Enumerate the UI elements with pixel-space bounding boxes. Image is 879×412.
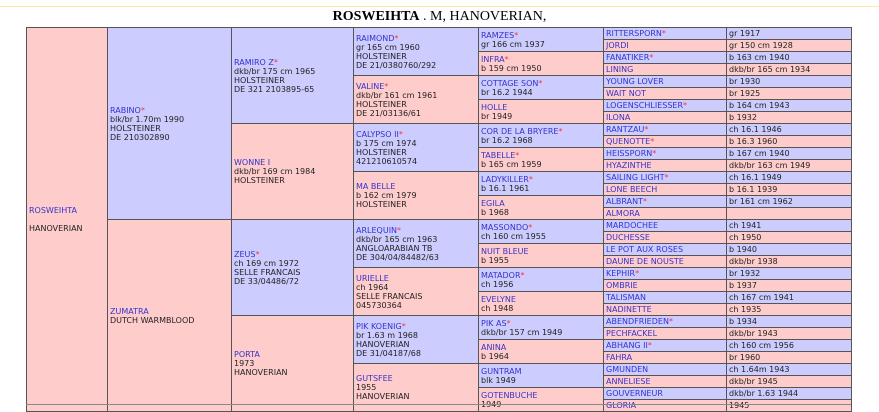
ancestor-cell [479,100,604,124]
ancestor-cell [604,388,727,400]
ancestor-info-line: HANOVERIAN [356,392,410,401]
star-icon: * [520,270,525,280]
ancestor-info-cell [727,76,852,88]
ancestor-info: ch 1.64m 1943 [729,365,790,374]
ancestor-cell [479,76,604,100]
ancestor-info: blk 1949 [481,375,516,385]
star-icon: * [401,321,406,331]
ancestor-name-link[interactable]: FAHRA [606,353,633,362]
ancestor-info-line: HOLSTEINER [356,51,407,61]
star-icon: * [528,174,533,184]
ancestor-info: br 1925 [729,89,761,98]
ancestor-name-link[interactable]: RAMZES [481,30,515,40]
ancestor-info: ch 16.1 1946 [729,125,782,134]
ancestor-info-line: DE 33/04486/72 [234,276,299,286]
ancestor-cell [479,364,604,388]
ancestor-info-cell [727,100,852,112]
ancestor-info-line: HANOVERIAN [234,368,288,377]
ancestor-info: dkb/br 165 cm 1934 [729,65,811,74]
ancestor-info: ch 1935 [729,305,762,314]
ancestor-info-line: gr 165 cm 1960 [356,42,420,52]
ancestor-info: b 1955 [481,255,509,265]
ancestor-cell [232,28,354,124]
ancestor-cell [604,280,727,292]
ancestor-info-line: DE 21/0380760/292 [356,60,437,70]
ancestor-info: br 1960 [729,353,761,362]
star-icon: * [661,29,666,38]
ancestor-name-link[interactable]: CALYPSO II [356,129,399,139]
ancestor-name-link[interactable]: URIELLE [356,273,389,283]
ancestor-name-link[interactable]: SAILING LIGHT [606,173,665,182]
ancestor-name-link[interactable]: NUIT BLEUE [481,246,529,256]
ancestor-name-link[interactable]: FANATIKER [606,53,650,62]
ancestor-info-line: b 162 cm 1979 [356,191,417,200]
star-icon: * [273,57,278,67]
star-icon: * [644,125,649,134]
ancestor-cell [232,220,354,316]
ancestor-info: b 1934 [729,317,757,326]
ancestor-cell [604,352,727,364]
ancestor-name-link[interactable]: WONNE I [234,158,271,167]
ancestor-info-cell [727,88,852,100]
ancestor-name-link[interactable]: DUCHESSE [606,233,650,242]
star-icon: * [394,33,399,43]
ancestor-info-cell [727,352,852,364]
ancestor-info-line: DE 31/04187/68 [356,348,421,358]
ancestor-info: dkb/br 1938 [729,257,778,266]
ancestor-cell [604,232,727,244]
ancestor-name-link[interactable]: COTTAGE SON [481,78,539,88]
ancestor-info-cell [727,304,852,316]
ancestor-info-cell [727,292,852,304]
ancestor-cell [108,28,232,220]
ancestor-cell [604,100,727,112]
ancestor-cell [604,28,727,40]
ancestor-name-link[interactable]: YOUNG LOVER [606,77,664,86]
ancestor-info-line: ANGLOARABIAN TB [356,243,433,253]
ancestor-info-line: SELLE FRANCAIS [356,291,423,301]
star-icon: * [664,173,669,182]
ancestor-cell [604,196,727,208]
ancestor-info: b 1932 [729,113,757,122]
ancestor-info-cell [727,364,852,376]
star-icon: * [528,222,533,232]
ancestor-info: ch 1950 [729,233,762,242]
ancestor-name-link[interactable]: ZEUS [234,249,256,259]
top-strip [0,0,879,7]
ancestor-name-link[interactable]: PIK AS [481,318,507,328]
ancestor-info-line: HANOVERIAN [356,339,410,349]
ancestor-name-link[interactable]: INFRA [481,54,505,64]
ancestor-info-cell [727,28,852,40]
ancestor-info: dkb/br 1943 [729,329,778,338]
pedigree-row [27,28,852,40]
ancestor-info: ch 167 cm 1941 [729,293,794,302]
ancestor-info-cell [727,52,852,64]
ancestor-info: dkb/br 163 cm 1949 [729,161,811,170]
ancestor-cell [354,124,479,172]
ancestor-name-link[interactable]: EGILA [481,198,505,208]
ancestor-name-link[interactable]: ABHANG II [606,341,648,350]
ancestor-info-cell [727,196,852,208]
ancestor-info-line: DE 304/04/84482/63 [356,252,439,262]
ancestor-name-link[interactable]: GMUNDEN [606,365,649,374]
star-icon: * [140,105,145,115]
ancestor-name-link[interactable]: GUTSFEE [356,374,393,383]
ancestor-info: b 164 cm 1943 [729,101,790,110]
ancestor-cell [604,328,727,340]
ancestor-cell [604,304,727,316]
ancestor-info: b 16.1 1939 [729,185,778,194]
ancestor-info: br 1932 [729,269,761,278]
ancestor-info-line: dkb/br 175 cm 1965 [234,66,316,76]
star-icon: * [643,197,647,206]
ancestor-cell [354,220,479,268]
ancestor-info-cell [727,64,852,76]
ancestor-cell [604,148,727,160]
star-icon: * [397,225,402,235]
ancestor-info-line: HOLSTEINER [356,99,407,109]
ancestor-name-link[interactable]: KEPHIR [606,269,636,278]
ancestor-info-line: dkb/br 161 cm 1961 [356,90,438,100]
ancestor-name-link[interactable]: VALINE [356,81,385,91]
ancestor-info-cell [727,376,852,388]
ancestor-name-link[interactable]: TABELLE [481,150,516,160]
ancestor-info-cell [727,280,852,292]
ancestor-info: ch 160 cm 1955 [481,231,546,241]
ancestor-info: 1949 [481,399,502,409]
ancestor-cell [604,208,727,220]
ancestor-name-link[interactable]: DAUNE DE NOUSTE [606,257,684,266]
ancestor-info-line: HOLSTEINER [356,200,407,209]
horse-name: ROSWEIHTA [332,9,420,24]
ancestor-info: b 159 cm 1950 [481,63,542,73]
ancestor-cell [479,148,604,172]
ancestor-name-link[interactable]: OMBRIE [606,281,638,290]
ancestor-info: b 167 cm 1940 [729,149,790,158]
ancestor-info-line: 1973 [234,359,255,368]
star-icon: * [538,78,543,88]
ancestor-info-line: HOLSTEINER [110,123,161,133]
ancestor-name-link[interactable]: LINING [606,65,634,74]
ancestor-cell [232,316,354,412]
ancestor-cell [604,364,727,376]
ancestor-info-cell [727,268,852,280]
ancestor-cell [604,88,727,100]
ancestor-name-link[interactable]: HYAZINTHE [606,161,652,170]
ancestor-info: 1945 [729,401,750,410]
ancestor-info-line: HANOVERIAN [29,224,83,233]
ancestor-info-line: 045730364 [356,300,402,310]
ancestor-cell [479,124,604,148]
ancestor-info: gr 150 cm 1928 [729,41,793,50]
ancestor-cell [354,76,479,124]
pedigree-table [26,27,852,412]
ancestor-info: br 16.2 1968 [481,135,533,145]
ancestor-name-link[interactable]: GUNTRAM [481,366,522,376]
ancestor-name-link[interactable]: LADYKILLER [481,174,529,184]
ancestor-info: ch 1956 [481,279,514,289]
ancestor-cell [354,268,479,316]
ancestor-name-link[interactable]: COR DE LA BRYERE [481,126,559,136]
ancestor-name-link[interactable]: WAIT NOT [606,89,646,98]
ancestor-cell [604,124,727,136]
ancestor-name-link[interactable]: ANINA [481,342,507,352]
ancestor-info: dkb/br 1945 [729,377,778,386]
ancestor-name-link[interactable]: LOGENSCHLIESSER [606,101,684,110]
ancestor-cell [604,160,727,172]
ancestor-info: br 16.2 1944 [481,87,533,97]
page-title [0,9,879,25]
ancestor-name-link[interactable]: RAMIRO Z [234,57,274,67]
ancestor-name-link[interactable]: RITTERSPORN [606,29,662,38]
ancestor-info: b 16.3 1960 [729,137,778,146]
ancestor-info: ch 16.1 1949 [729,173,782,182]
ancestor-name-link[interactable]: ZUMATRA [110,306,149,316]
ancestor-info-cell [727,340,852,352]
ancestor-cell [479,220,604,244]
ancestor-info: dkb/br 1.63 1944 [729,389,799,398]
ancestor-info-line: 421210610574 [356,156,418,166]
ancestor-info-line: b 175 cm 1974 [356,138,417,148]
ancestor-name-link[interactable]: HOLLE [481,102,508,112]
ancestor-name-link[interactable]: PECHFACKEL [606,329,658,338]
ancestor-cell [479,268,604,292]
star-icon: * [650,137,655,146]
ancestor-name-link[interactable]: ILONA [606,113,631,122]
ancestor-info: ch 1948 [481,303,514,313]
ancestor-cell [604,220,727,232]
ancestor-cell [604,292,727,304]
ancestor-cell [604,40,727,52]
star-icon: * [647,341,652,350]
ancestor-info-cell [727,316,852,328]
ancestor-name-link[interactable]: GOTENBUCHE [481,390,538,400]
ancestor-info-cell [727,124,852,136]
ancestor-cell [604,340,727,352]
ancestor-name-link[interactable]: HEISSPORN [606,149,653,158]
ancestor-info: b 163 cm 1940 [729,53,790,62]
ancestor-info: b 1940 [729,245,757,254]
ancestor-cell [354,172,479,220]
ancestor-name-link[interactable]: QUENOTTE [606,137,651,146]
pedigree-row [27,220,852,232]
ancestor-name-link[interactable]: EVELYNE [481,294,516,304]
ancestor-cell [479,316,604,340]
ancestor-info: gr 1917 [729,29,761,38]
ancestor-cell [604,256,727,268]
ancestor-cell [354,28,479,76]
ancestor-cell [354,316,479,364]
ancestor-info-line: DUTCH WARMBLOOD [110,315,195,325]
ancestor-cell [604,136,727,148]
ancestor-cell [604,316,727,328]
ancestor-info: b 1964 [481,351,509,361]
ancestor-info-line: ch 169 cm 1972 [234,258,299,268]
ancestor-name-link[interactable]: MASSONDO [481,222,529,232]
ancestor-info-line: DE 210302890 [110,132,170,142]
ancestor-info-line: blk/br 1.70m 1990 [110,114,185,124]
ancestor-cell [604,376,727,388]
ancestor-name-link[interactable]: GLORIA [606,401,637,410]
ancestor-name-link[interactable]: MATADOR [481,270,521,280]
ancestor-name-link[interactable]: ALBRANT [606,197,643,206]
ancestor-name-link[interactable]: JORDI [606,41,629,50]
ancestor-info-cell [727,184,852,196]
ancestor-cell [604,172,727,184]
star-icon: * [652,149,657,158]
ancestor-name-link[interactable]: ANNELIESE [606,377,651,386]
ancestor-info-cell [727,148,852,160]
ancestor-cell [479,172,604,196]
ancestor-info-cell [727,244,852,256]
ancestor-info-cell [727,136,852,148]
ancestor-info-cell [727,112,852,124]
ancestor-cell [479,340,604,364]
ancestor-info-cell [727,328,852,340]
ancestor-info-cell [727,388,852,400]
ancestor-info: gr 166 cm 1937 [481,39,545,49]
star-icon: * [514,30,519,40]
ancestor-info-cell [727,220,852,232]
ancestor-name-link[interactable]: RABINO [110,105,141,115]
ancestor-name-link[interactable]: GOUVERNEUR [606,389,663,398]
star-icon: * [504,54,509,64]
ancestor-cell [604,52,727,64]
ancestor-cell [479,196,604,220]
star-icon: * [635,269,640,278]
ancestor-info-line: HOLSTEINER [234,176,285,185]
star-icon: * [398,129,403,139]
ancestor-name-link[interactable]: MA BELLE [356,182,396,191]
star-icon: * [558,126,563,136]
ancestor-info-cell [727,208,852,220]
star-icon: * [506,318,511,328]
ancestor-info-line: HOLSTEINER [356,147,407,157]
ancestor-info-line: dkb/br 165 cm 1963 [356,234,438,244]
ancestor-info: br 161 cm 1962 [729,197,793,206]
subject-cell [27,28,108,412]
horse-summary: . M, HANOVERIAN, [423,9,547,24]
ancestor-info-cell [727,172,852,184]
ancestor-cell [479,52,604,76]
ancestor-info-line: dkb/br 169 cm 1984 [234,167,316,176]
ancestor-info-line: DE 321 2103895-65 [234,84,315,94]
ancestor-info-line: DE 21/03136/61 [356,108,421,118]
ancestor-info: b 1968 [481,207,509,217]
ancestor-cell [604,184,727,196]
ancestor-name-link[interactable]: NADINETTE [606,305,652,314]
ancestor-cell [479,244,604,268]
star-icon: * [515,150,520,160]
ancestor-info: br 1930 [729,77,761,86]
ancestor-cell [604,76,727,88]
ancestor-info-cell [727,232,852,244]
ancestor-info-line: ch 1964 [356,282,389,292]
ancestor-info: ch 160 cm 1956 [729,341,794,350]
ancestor-name-link[interactable]: TALISMAN [606,293,646,302]
ancestor-cell [479,28,604,52]
ancestor-info: dkb/br 157 cm 1949 [481,327,563,337]
ancestor-name-link[interactable]: LE POT AUX ROSES [606,245,684,254]
ancestor-cell [604,64,727,76]
ancestor-info: br 1949 [481,111,513,121]
ancestor-info-cell [727,256,852,268]
ancestor-cell [232,124,354,220]
ancestor-cell [604,112,727,124]
star-icon: * [683,101,688,110]
ancestor-cell [604,268,727,280]
ancestor-info: b 16.1 1961 [481,183,530,193]
star-icon: * [649,53,654,62]
subject-name-link[interactable]: ROSWEIHTA [29,206,78,215]
ancestor-info-line: SELLE FRANCAIS [234,267,301,277]
ancestor-cell [604,244,727,256]
ancestor-name-link[interactable]: PORTA [234,350,260,359]
star-icon: * [384,81,389,91]
ancestor-info: ch 1941 [729,221,762,230]
ancestor-name-link[interactable]: RANTZAU [606,125,645,134]
ancestor-name-link[interactable]: ALMORA [606,209,640,218]
ancestor-cell [108,220,232,412]
ancestor-info-cell [727,160,852,172]
ancestor-name-link[interactable]: ARLEQUIN [356,225,398,235]
ancestor-cell [479,292,604,316]
ancestor-info-line: HOLSTEINER [234,75,285,85]
star-icon: * [255,249,260,259]
ancestor-name-link[interactable]: LONE BEECH [606,185,658,194]
ancestor-name-link[interactable]: ABENDFRIEDEN [606,317,669,326]
ancestor-info-cell [727,40,852,52]
ancestor-info: b 1937 [729,281,757,290]
bottom-divider [26,404,851,409]
ancestor-info-line: 1955 [356,383,377,392]
ancestor-info: b 165 cm 1959 [481,159,542,169]
ancestor-info-line: br 1.63 m 1968 [356,330,418,340]
ancestor-name-link[interactable]: MARDOCHEE [606,221,659,230]
ancestor-name-link[interactable]: RAIMOND [356,33,395,43]
ancestor-name-link[interactable]: PIK KOENIG [356,321,402,331]
star-icon: * [668,317,673,326]
